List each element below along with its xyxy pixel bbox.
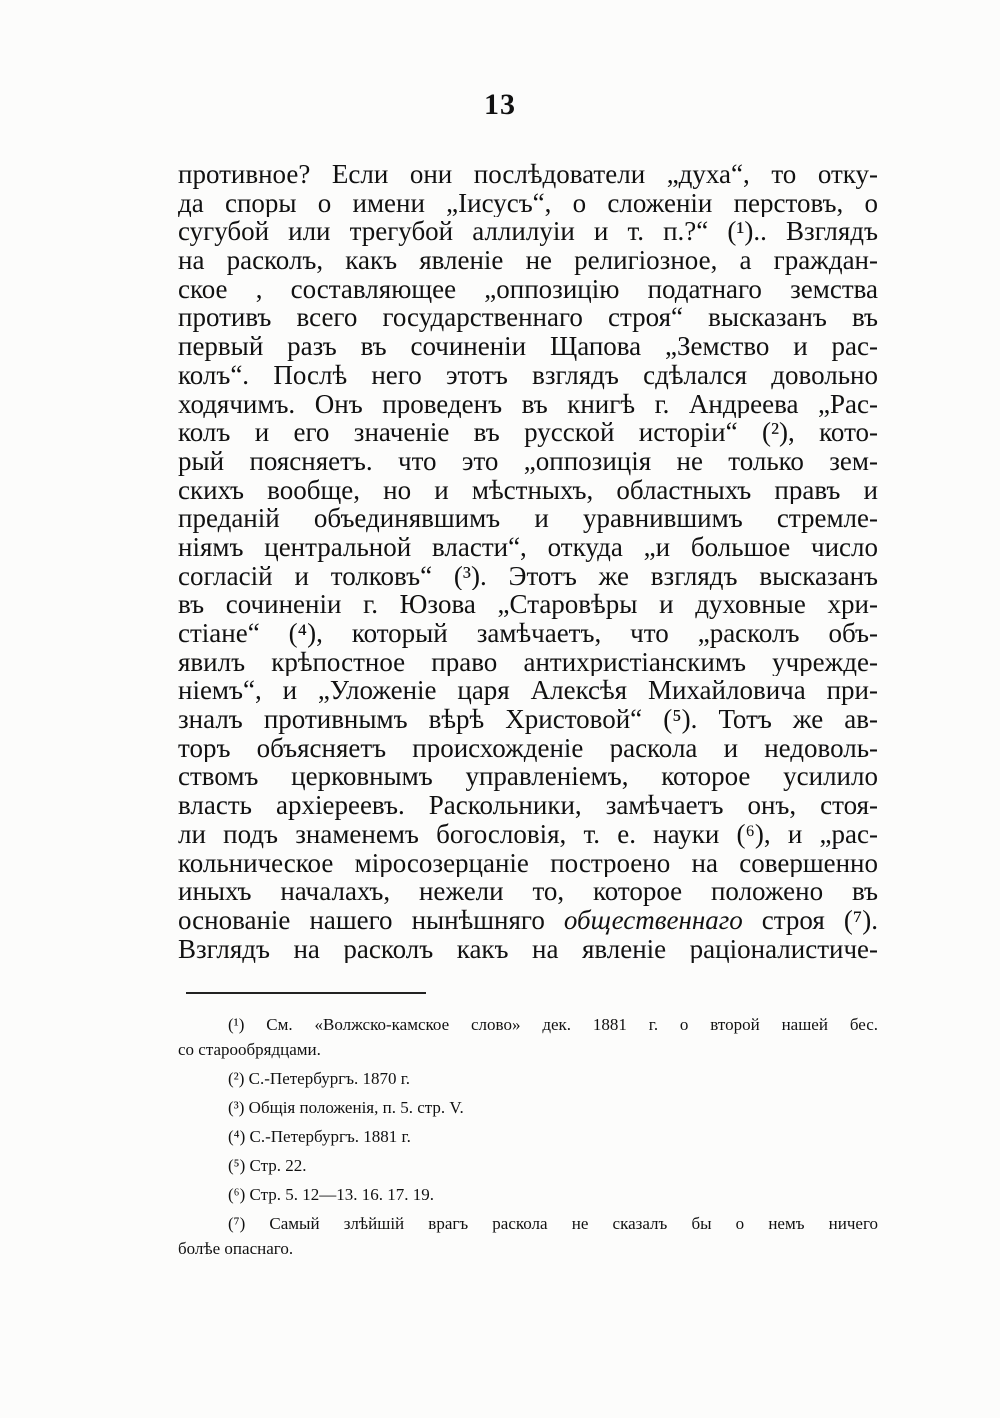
footnote-text: С.-Петербургъ. 1870 г. bbox=[248, 1069, 411, 1088]
body-line: согласій и толковъ“ (³). Этотъ же взглядъ высказанъ bbox=[178, 561, 878, 591]
footnotes bbox=[178, 1010, 878, 1263]
footnote-mark: (⁷) bbox=[228, 1214, 246, 1233]
footnote-text: Стр. 22. bbox=[249, 1156, 307, 1175]
body-line: ходячимъ. Онъ проведенъ въ книгѣ г. Андреева „Рас- bbox=[178, 389, 878, 419]
body-line: колъ“. Послѣ него этотъ взглядъ сдѣлался довольно bbox=[178, 360, 878, 390]
footnote-text: С.-Петербургъ. 1881 г. bbox=[249, 1127, 411, 1146]
body-line-italic bbox=[178, 906, 878, 935]
footnote-7 bbox=[178, 1209, 878, 1238]
body-line: на расколъ, какъ явленіе не религіозное, а граждан- bbox=[178, 246, 878, 275]
body-line: власть архіереевъ. Раскольники, замѣчаетъ онъ, стоя- bbox=[178, 791, 878, 820]
body-line: противное? Если они послѣдователи „духа“, то отку- bbox=[178, 160, 878, 189]
body-line: ское , составляющее „оппозицію податнаго земства bbox=[178, 274, 878, 304]
body-line: рый поясняетъ. что это „оппозиція не только зем- bbox=[178, 446, 878, 476]
body-line: въ сочиненіи г. Юзова „Старовѣры и духовные хри- bbox=[178, 590, 878, 619]
footnote-mark: (⁵) bbox=[228, 1156, 246, 1175]
footnote-3 bbox=[178, 1093, 878, 1122]
footnote-2 bbox=[178, 1064, 878, 1093]
footnote-4 bbox=[178, 1122, 878, 1151]
footnote-text: См. «Волжско-камское слово» дек. 1881 г. о второй нашей бес. bbox=[266, 1015, 878, 1034]
body-line: преданій объединявшимъ и уравнившимъ стремле- bbox=[178, 504, 878, 533]
body-line: торъ объясняетъ происхожденіе раскола и недоволь- bbox=[178, 733, 878, 763]
body-line: ніемъ“, и „Уложеніе царя Алексѣя Михайловича при- bbox=[178, 676, 878, 706]
body-line: да споры о имени „Іисусъ“, о сложеніи перстовъ, о bbox=[178, 188, 878, 218]
footnote-7-continuation: болѣе опаснаго. bbox=[178, 1239, 294, 1258]
body-line: колъ и его значеніе въ русской исторіи“ (²), кото- bbox=[178, 418, 878, 447]
body-line: ніямъ центральной власти“, откуда „и большое число bbox=[178, 532, 878, 562]
body-line: иныхъ началахъ, нежели то, которое положено въ bbox=[178, 877, 878, 906]
italic-emphasis: общественнаго bbox=[563, 905, 743, 935]
footnote-separator bbox=[186, 992, 426, 994]
footnote-text: Самый злѣйшій врагъ раскола не сказалъ бы о немъ ничего bbox=[269, 1214, 878, 1233]
body-line: зналъ противнымъ вѣрѣ Христовой“ (⁵). Тотъ же ав- bbox=[178, 705, 878, 734]
footnote-5 bbox=[178, 1151, 878, 1180]
footnote-mark: (¹) bbox=[228, 1015, 245, 1034]
footnote-text: Общія положенія, п. 5. стр. V. bbox=[248, 1098, 464, 1117]
body-line: кольническое міросозерцаніе построено на совершенно bbox=[178, 848, 878, 878]
footnote-1-continuation: со старообрядцами. bbox=[178, 1040, 321, 1059]
footnote-mark: (²) bbox=[228, 1069, 245, 1088]
body-line: сугубой или трегубой аллилуіи и т. п.?“ (¹).. Взглядъ bbox=[178, 217, 878, 247]
page-number: 13 bbox=[484, 88, 516, 121]
body-line: скихъ вообще, но и мѣстныхъ, областныхъ правъ и bbox=[178, 475, 878, 505]
body-text-segment: основаніе нашего нынѣшняго bbox=[178, 905, 564, 935]
footnote-mark: (⁶) bbox=[228, 1185, 246, 1204]
body-text bbox=[178, 160, 878, 963]
body-line: первый разъ въ сочиненіи Щапова „Земство и рас- bbox=[178, 332, 878, 361]
body-line: Взглядъ на расколъ какъ на явленіе раціоналистиче- bbox=[178, 934, 878, 964]
body-line: ствомъ церковнымъ управленіемъ, которое усилило bbox=[178, 762, 878, 792]
body-line: ли подъ знаменемъ богословія, т. е. науки (⁶), и „рас- bbox=[178, 819, 878, 849]
footnote-1 bbox=[178, 1010, 878, 1039]
footnote-text: Стр. 5. 12—13. 16. 17. 19. bbox=[249, 1185, 435, 1204]
body-line: противъ всего государственнаго строя“ высказанъ въ bbox=[178, 303, 878, 333]
body-line: стіане“ (⁴), который замѣчаетъ, что „расколъ объ- bbox=[178, 619, 878, 648]
footnote-6 bbox=[178, 1180, 878, 1209]
footnote-mark: (⁴) bbox=[228, 1127, 246, 1146]
body-line: явилъ крѣпостное право антихристіанскимъ учрежде- bbox=[178, 647, 878, 677]
body-text-segment: строя (⁷). bbox=[742, 905, 878, 935]
footnote-mark: (³) bbox=[228, 1098, 245, 1117]
